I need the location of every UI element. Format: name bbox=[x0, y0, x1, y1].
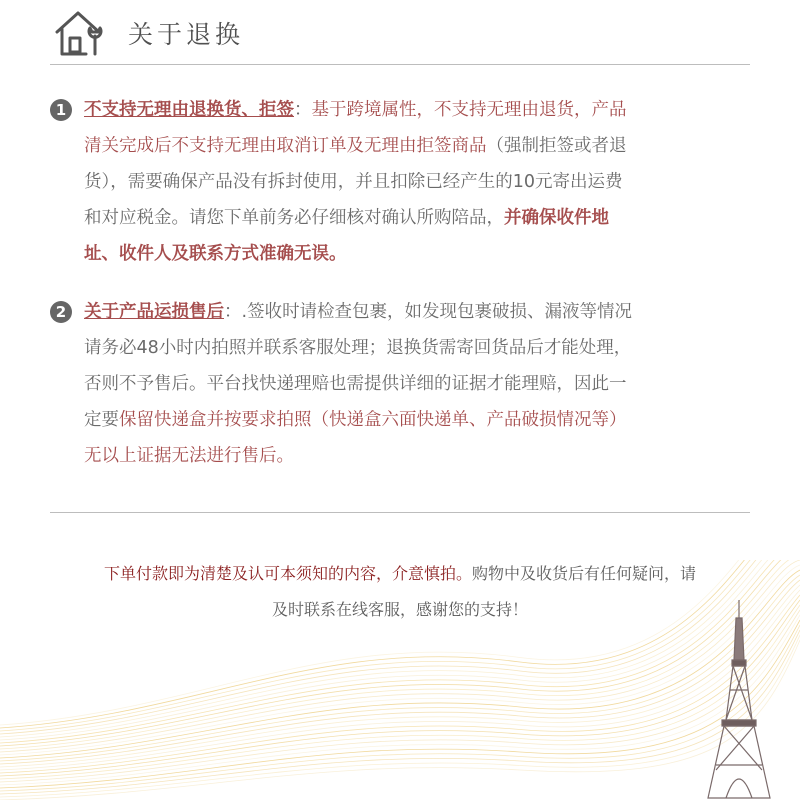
text-segment: ： bbox=[294, 100, 312, 120]
text-segment: 保留快递盒并按要求拍照（快递盒六面快递单、产品破损情况等） bbox=[119, 410, 627, 430]
section-text-line bbox=[84, 92, 627, 128]
footer-note-line1 bbox=[0, 556, 800, 592]
text-segment: 否则不予售后。平台找快递理赔也需提供详细的证据才能理赔，因此一 bbox=[84, 374, 627, 394]
footer-note-emphasis: 下单付款即为清楚及认可本须知的内容，介意慎拍。 bbox=[103, 564, 472, 583]
section-text-line bbox=[84, 200, 609, 236]
section-shipping-damage bbox=[50, 294, 762, 474]
section-text-line bbox=[84, 330, 631, 366]
section-number-badge: 1 bbox=[50, 99, 72, 121]
house-wrench-icon bbox=[54, 8, 106, 58]
wave-line bbox=[0, 605, 800, 779]
text-segment: 和对应税金。请您下单前务必仔细核对确认所购陪品， bbox=[84, 208, 504, 228]
header-divider bbox=[50, 64, 750, 65]
section-return-policy bbox=[50, 92, 762, 272]
section-number-badge: 2 bbox=[50, 301, 72, 323]
text-segment: 址、收件人及联系方式准确无误。 bbox=[84, 244, 347, 264]
page-title: 关于退换 bbox=[128, 20, 245, 49]
section-text-line bbox=[84, 438, 294, 474]
page-header bbox=[54, 4, 244, 62]
eiffel-tower-icon bbox=[706, 600, 772, 800]
text-segment: 清关完成后不支持无理由取消订单及无理由拒签商品 bbox=[84, 136, 487, 156]
text-segment: 基于跨境属性，不支持无理由退货，产品 bbox=[311, 100, 627, 120]
section-text-line bbox=[84, 294, 632, 330]
wave-line bbox=[0, 615, 800, 785]
footer-note-text: 购物中及收货后有任何疑问，请 bbox=[472, 564, 697, 583]
text-segment: 请务必48小时内拍照并联系客服处理；退换货需寄回货品后才能处理， bbox=[84, 338, 632, 358]
text-segment: 无以上证据无法进行售后。 bbox=[84, 446, 294, 466]
text-segment: （强制拒签或者退 bbox=[486, 136, 627, 156]
content-divider bbox=[50, 512, 750, 513]
section-heading: 关于产品运损售后 bbox=[84, 302, 224, 322]
text-segment: 货），需要确保产品没有拆封使用，并且扣除已经产生的10元寄出运费 bbox=[84, 172, 623, 192]
text-segment: ：.签收时请检查包裹，如发现包裹破损、漏液等情况 bbox=[224, 302, 633, 322]
section-heading: 不支持无理由退换货、拒签 bbox=[84, 100, 294, 120]
section-text-line bbox=[84, 366, 627, 402]
text-segment: 并确保收件地 bbox=[504, 208, 609, 228]
footer-note-line2: 及时联系在线客服，感谢您的支持！ bbox=[271, 600, 528, 619]
section-text-line bbox=[84, 402, 627, 438]
section-text-line bbox=[84, 236, 347, 272]
section-text-line bbox=[84, 164, 623, 200]
text-segment: 定要 bbox=[84, 410, 119, 430]
section-text-line bbox=[84, 128, 627, 164]
